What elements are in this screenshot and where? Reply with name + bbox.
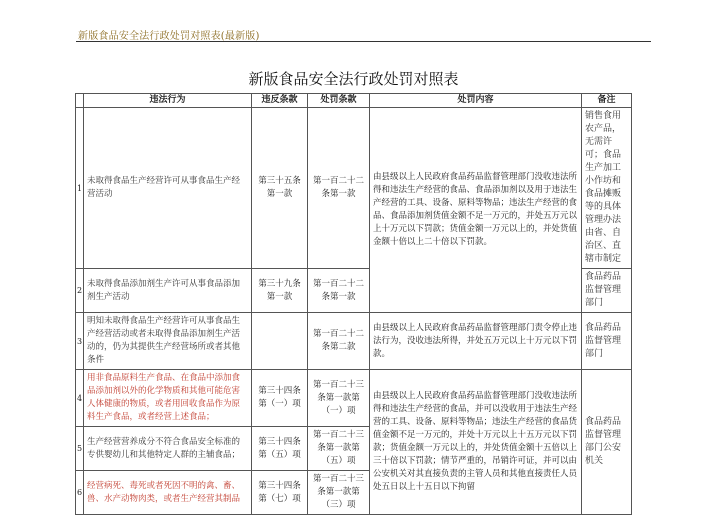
penalty-cell: 第一百二十三条第一款第（一）项 xyxy=(308,370,370,427)
col-header-act: 违法行为 xyxy=(84,94,252,108)
act-cell: 未取得食品生产经营许可从事食品生产经营活动 xyxy=(84,108,252,269)
col-header-content: 处罚内容 xyxy=(370,94,582,108)
violate-cell xyxy=(252,313,308,370)
col-header-penalty: 处罚条款 xyxy=(308,94,370,108)
row-number: 3 xyxy=(76,313,84,370)
penalty-cell: 第一百二十二条第一款 xyxy=(308,269,370,313)
content-cell: 由县级以上人民政府食品药品监督管理部门责令停止违法行为，没收违法所得，并处五万元以上十万元以下罚款。 xyxy=(370,313,582,370)
row-number: 6 xyxy=(76,471,84,515)
penalty-table xyxy=(75,93,632,515)
penalty-cell: 第一百二十二条第一款 xyxy=(308,108,370,269)
document-title: 新版食品安全法行政处罚对照表 xyxy=(248,70,459,88)
table-row xyxy=(76,108,632,269)
note-cell: 食品药品监督管理部门 xyxy=(582,313,632,370)
note-cell: 食品药品监督管理部门公安机关 xyxy=(582,370,632,515)
act-cell: 明知未取得食品生产经营许可从事食品生产经营活动或者未取得食品添加剂生产活动的，仍为其提供生产经营场所或者其他条件 xyxy=(84,313,252,370)
note-cell: 食品药品监督管理部门 xyxy=(582,269,632,313)
violate-cell: 第三十四条第（一）项 xyxy=(252,370,308,427)
table-header-row xyxy=(76,94,632,108)
content-cell: 由县级以上人民政府食品药品监督管理部门没收违法所得和违法生产经营的食品，并可以没收用于违法生产经营的工具、设备、原料等物品；违法生产经营的食品货值金额不足一万元的，并处十万元以上十五万元以下罚款；货值金额一万元以上的，并处货值金额十五倍以上三十倍以下罚款；情节严重的，吊销许可证，并可以由公安机关对其直接负责的主管人员和其他直接责任人员处五日以上十五日以下拘留 xyxy=(370,370,582,515)
penalty-cell: 第一百二十二条第二款 xyxy=(308,313,370,370)
act-cell: 生产经营营养成分不符合食品安全标准的专供婴幼儿和其他特定人群的主辅食品； xyxy=(84,427,252,471)
content-cell: 由县级以上人民政府食品药品监督管理部门没收违法所得和违法生产经营的食品、食品添加剂以及用于违法生产经营的工具、设备、原料等物品；违法生产经营的食品、食品添加剂货值金额不足一万元的，并处五万元以上十万元以下罚款；货值金额一万元以上的，并处货值金额十倍以上二十倍以下罚款。 xyxy=(370,108,582,313)
running-header: 新版食品安全法行政处罚对照表(最新版) xyxy=(78,31,260,42)
violate-cell: 第三十五条第一款 xyxy=(252,108,308,269)
penalty-cell: 第一百二十三条第一款第（五）项 xyxy=(308,427,370,471)
penalty-cell: 第一百二十三条第一款第（三）项 xyxy=(308,471,370,515)
col-header-violate: 违反条款 xyxy=(252,94,308,108)
act-cell: 经营病死、毒死或者死因不明的禽、畜、兽、水产动物肉类，或者生产经营其制品 xyxy=(84,471,252,515)
note-cell: 销售食用农产品，无需许可；食品生产加工小作坊和食品摊贩等的具体管理办法由省、自治区、直辖市制定 xyxy=(582,108,632,269)
header-divider xyxy=(76,41,651,42)
violate-cell: 第三十四条第（七）项 xyxy=(252,471,308,515)
row-number: 5 xyxy=(76,427,84,471)
table-row xyxy=(76,313,632,370)
row-number: 2 xyxy=(76,269,84,313)
col-header-note: 备注 xyxy=(582,94,632,108)
col-header-index xyxy=(76,94,84,108)
violate-cell: 第三十九条第一款 xyxy=(252,269,308,313)
row-number: 4 xyxy=(76,370,84,427)
table-row xyxy=(76,370,632,427)
row-number: 1 xyxy=(76,108,84,269)
violate-cell: 第三十四条第（五）项 xyxy=(252,427,308,471)
act-cell: 未取得食品添加剂生产许可从事食品添加剂生产活动 xyxy=(84,269,252,313)
act-cell: 用非食品原料生产食品、在食品中添加食品添加剂以外的化学物质和其他可能危害人体健康的物质，或者用回收食品作为原料生产食品，或者经营上述食品； xyxy=(84,370,252,427)
